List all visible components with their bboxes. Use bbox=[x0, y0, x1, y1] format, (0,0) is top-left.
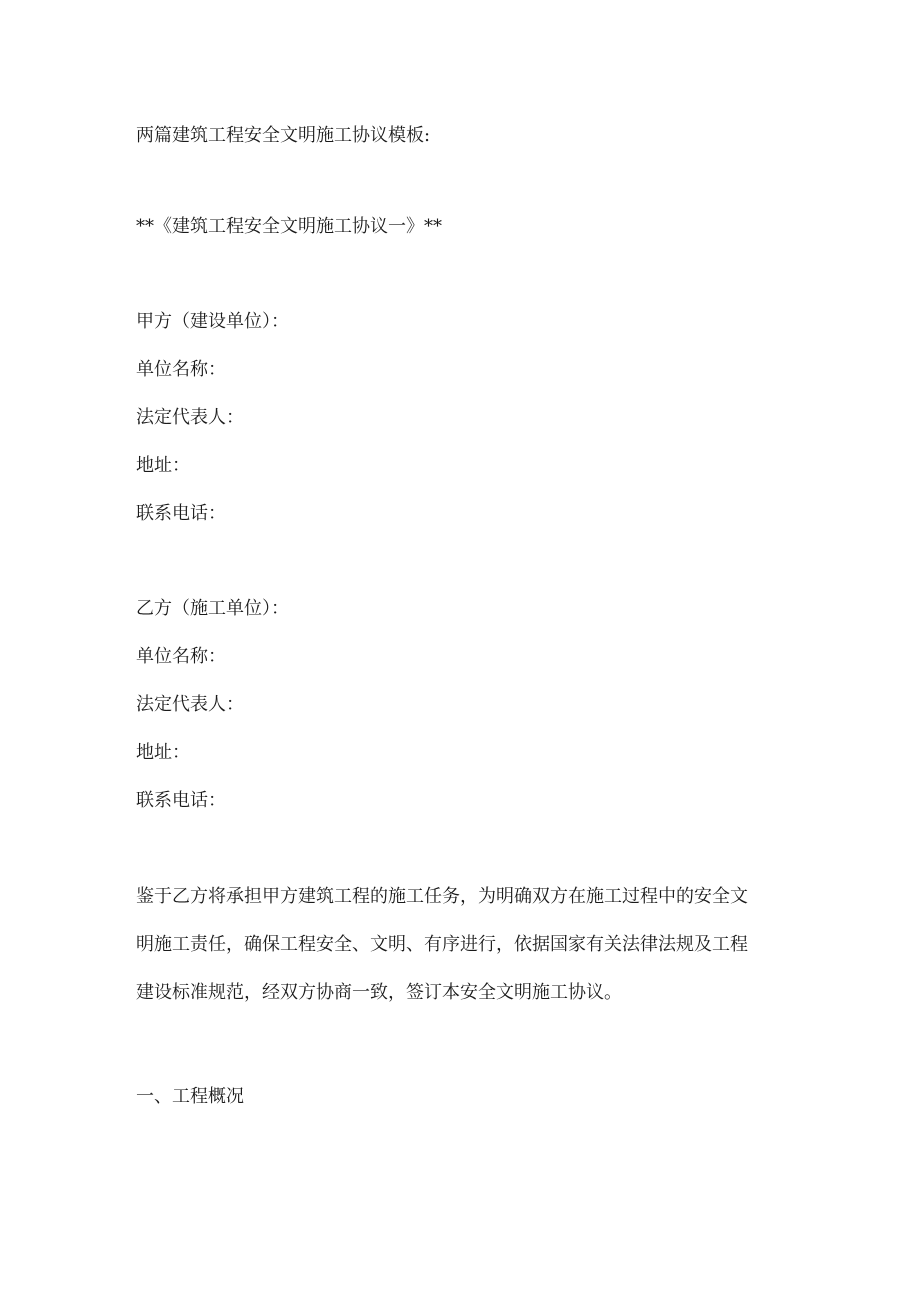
party-a-address-label: 地址： bbox=[136, 455, 190, 476]
party-a-name-label: 单位名称： bbox=[136, 359, 226, 380]
preamble-paragraph bbox=[136, 873, 776, 1017]
section-heading: 一、工程概况 bbox=[136, 1086, 244, 1107]
party-a-phone-label: 联系电话： bbox=[136, 503, 226, 524]
preamble-line: 鉴于乙方将承担甲方建筑工程的施工任务，为明确双方在施工过程中的安全文 bbox=[136, 886, 748, 907]
preamble-line: 明施工责任，确保工程安全、文明、有序进行，依据国家有关法律法规及工程 bbox=[136, 934, 748, 955]
party-b-phone-label: 联系电话： bbox=[136, 790, 226, 811]
party-b-name-label: 单位名称： bbox=[136, 646, 226, 667]
party-a-heading: 甲方（建设单位）： bbox=[136, 311, 289, 332]
party-b-address-label: 地址： bbox=[136, 742, 190, 763]
document-title: 两篇建筑工程安全文明施工协议模板: bbox=[136, 125, 431, 146]
party-b-rep-label: 法定代表人： bbox=[136, 694, 244, 715]
preamble-line: 建设标准规范，经双方协商一致，签订本安全文明施工协议。 bbox=[136, 982, 622, 1003]
party-a-rep-label: 法定代表人： bbox=[136, 407, 244, 428]
agreement-subtitle: **《建筑工程安全文明施工协议一》** bbox=[136, 216, 442, 237]
party-b-heading: 乙方（施工单位）： bbox=[136, 598, 289, 619]
